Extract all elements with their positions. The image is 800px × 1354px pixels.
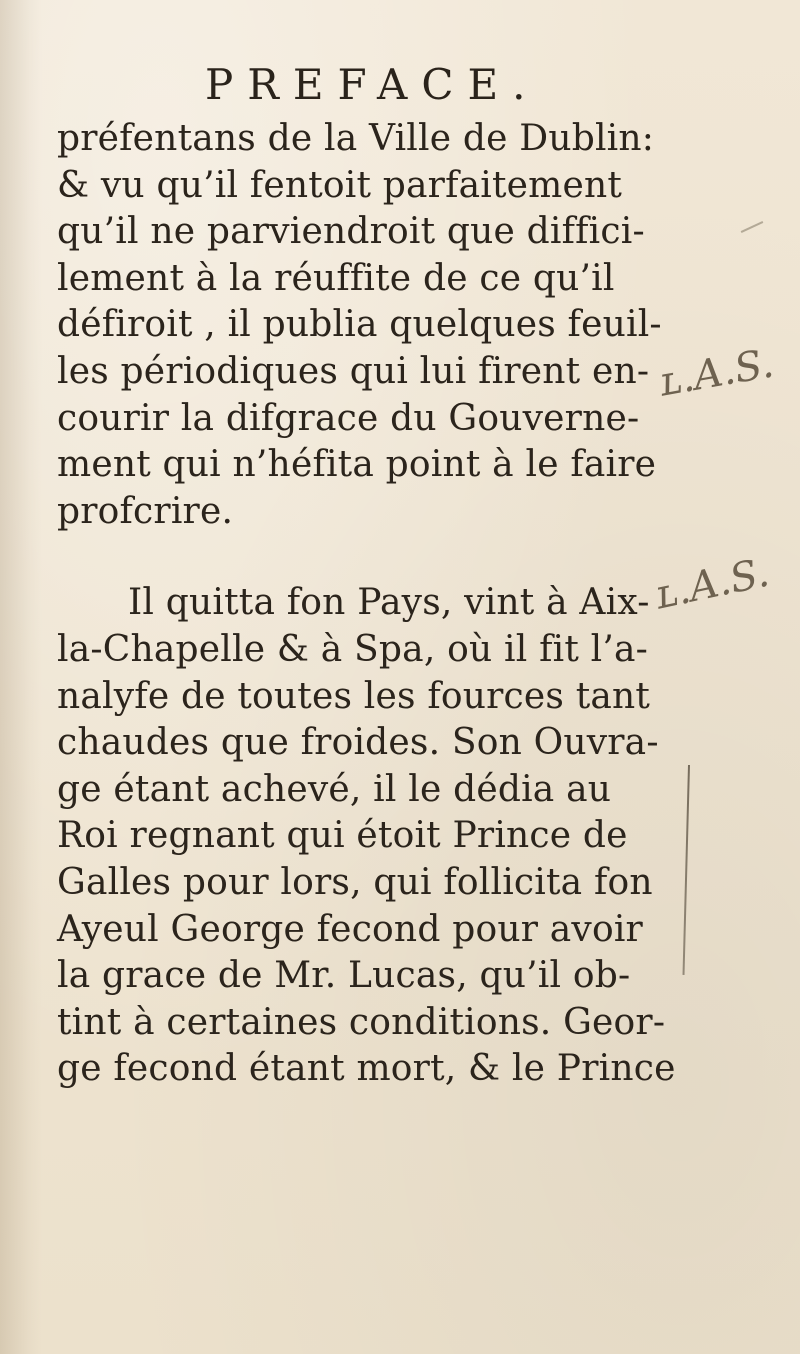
text-line: Il quitta fon Pays, vint à Aix- [128, 582, 650, 624]
text-line: tint à certaines conditions. Geor- [57, 1001, 666, 1043]
text-line: les périodiques qui lui firent en- [57, 350, 650, 392]
text-line: chaudes que froides. Son Ouvra- [57, 722, 659, 764]
text-line: ge étant achevé, il le dédia au [57, 768, 612, 810]
text-line: courir la difgrace du Gouverne- [57, 397, 640, 439]
margin-line [683, 765, 690, 975]
text-line: défiroit , il publia quelques feuil- [57, 304, 662, 346]
text-line: préfentans de la Ville de Dublin: [57, 118, 655, 159]
text-line: Ayeul George fecond pour avoir [57, 908, 643, 950]
margin-note: ʟ.A.S. [656, 340, 777, 406]
text-line: Roi regnant qui étoit Prince de [57, 815, 628, 857]
paragraph-2 [57, 580, 676, 1093]
text-line: ge fecond étant mort, & le Prince [57, 1048, 676, 1090]
margin-note: ʟ.A.S. [651, 549, 774, 619]
paragraph-spacer [57, 535, 657, 580]
text-line: qu’il ne parviendroit que diffici- [57, 211, 645, 253]
body-text [57, 116, 676, 1093]
text-line: la-Chapelle & à Spa, où il fit l’a- [57, 628, 649, 670]
paragraph-1 [57, 116, 662, 535]
text-line: nalyfe de toutes les fources tant [57, 675, 651, 717]
page-gutter [0, 0, 42, 1354]
text-line: Galles pour lors, qui follicita fon [57, 861, 653, 903]
text-line: ment qui n’héfita point à le faire [57, 444, 657, 486]
page-header: PREFACE. [205, 60, 540, 109]
text-line: lement à la réuffite de ce qu’il [57, 257, 615, 299]
text-line: profcrire. [57, 490, 234, 532]
text-line: & vu qu’il fentoit parfaitement [57, 164, 623, 206]
pen-mark [741, 221, 764, 233]
text-line: la grace de Mr. Lucas, qu’il ob- [57, 955, 631, 997]
